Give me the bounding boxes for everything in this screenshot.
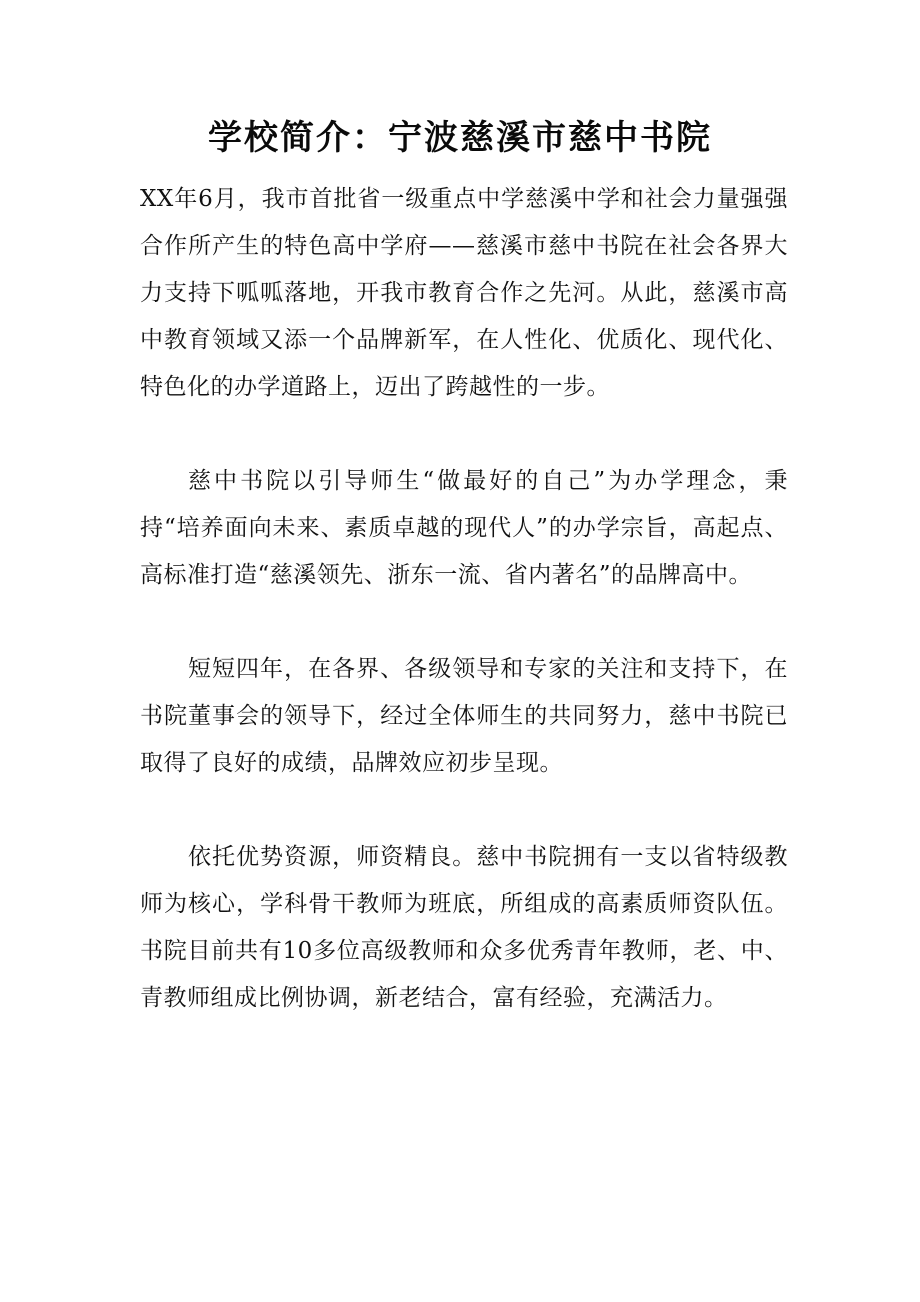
paragraph-spacer [140,787,788,834]
paragraph-spacer [140,411,788,458]
document-body [140,176,788,1022]
paragraph-4: 依托优势资源，师资精良。慈中书院拥有一支以省特级教师为核心，学科骨干教师为班底，所组成的高素质师资队伍。书院目前共有10多位高级教师和众多优秀青年教师，老、中、青教师组成比例协调，新老结合，富有经验，充满活力。 [140,844,788,1011]
paragraph-1: XX年6月，我市首批省一级重点中学慈溪中学和社会力量强强合作所产生的特色高中学府——慈溪市慈中书院在社会各界大力支持下呱呱落地，开我市教育合作之先河。从此，慈溪市高中教育领域又添一个品牌新军，在人性化、优质化、现代化、特色化的办学道路上，迈出了跨越性的一步。 [140,186,788,400]
paragraph-3: 短短四年，在各界、各级领导和专家的关注和支持下，在书院董事会的领导下，经过全体师生的共同努力，慈中书院已取得了良好的成绩，品牌效应初步呈现。 [140,656,788,776]
paragraph-2: 慈中书院以引导师生“做最好的自己”为办学理念，秉持“培养面向未来、素质卓越的现代人”的办学宗旨，高起点、高标准打造“慈溪领先、浙东一流、省内著名”的品牌高中。 [140,468,788,588]
paragraph-spacer [140,599,788,646]
document-title: 学校简介：宁波慈溪市慈中书院 [208,118,712,158]
